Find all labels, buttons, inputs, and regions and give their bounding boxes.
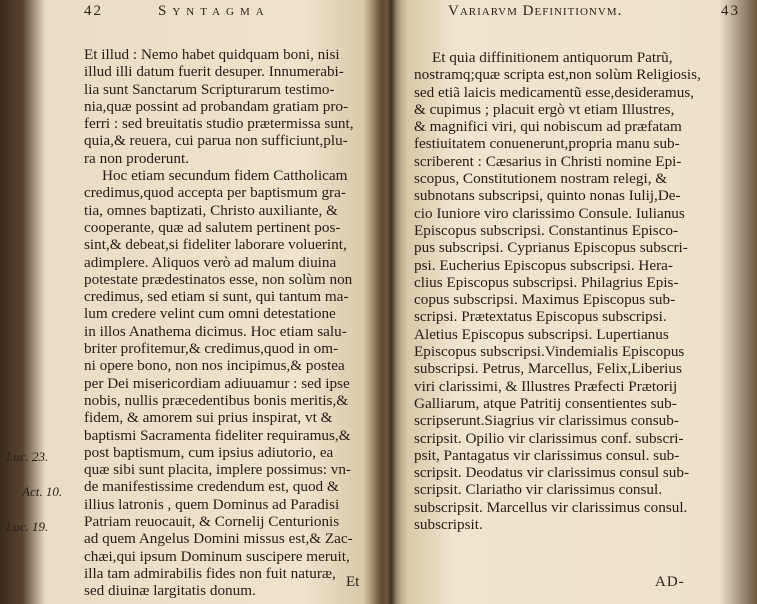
text-line: scopus, Constitutionem nostram relegi, &: [414, 170, 668, 188]
right-folio: 43: [721, 3, 740, 19]
right-text-block: [414, 49, 740, 533]
text-line: illud illi datum fuerit desuper. Innumerabi-: [84, 63, 344, 81]
text-line: ni opere bono, non nos incipimus,& postea: [84, 357, 345, 375]
text-line: psit, Pantagatus vir clarissimus consul. sub-: [414, 446, 680, 464]
text-line: post baptismum, cum ipsius adiutorio, ea: [84, 443, 334, 461]
text-line: illius latronis , quem Dominus ad Paradisi: [84, 495, 340, 513]
text-line: scripsit. Deodatus vir clarissimus consul sub-: [414, 464, 690, 482]
text-line: cooperante, quæ ad salutem pertinent pos-: [84, 218, 341, 236]
text-line: & cupimus ; placuit ergò vt etiam Illustres,: [414, 100, 675, 118]
text-line: psi. Eucherius Episcopus subscripsi. Hera-: [414, 256, 673, 274]
text-line: viri clarissimi, & Illustres Præfecti Prætorij: [414, 377, 678, 395]
text-line: subscripsit.: [414, 516, 483, 534]
text-line: credimus, sed etiam si sunt, qui tantum ma-: [84, 288, 349, 306]
text-line: quæ sibi sunt placita, implere possimus: vn-: [84, 461, 352, 479]
text-line: illa tam admirabilis fides non fuit naturæ,: [84, 564, 336, 582]
text-line: lia sunt Sanctarum Scripturarum testimo-: [84, 80, 335, 98]
text-line: Aletius Episcopus subscripsi. Lupertianus: [414, 325, 669, 343]
text-line: scripsi. Prætextatus Episcopus subscripsi.: [414, 308, 667, 326]
right-page: [390, 0, 757, 604]
text-line: sed diuinæ largitatis donum.: [84, 582, 256, 600]
text-line: Episcopus subscripsi.Vindemialis Episcopus: [414, 343, 685, 361]
left-catchword: Et: [346, 574, 360, 590]
text-line: & magnifici viri, qui nobiscum ad præfatam: [414, 118, 682, 136]
right-running-title: Variarvm Definitionvm.: [448, 3, 623, 19]
text-line: nostramq;quæ scripta est,non solùm Religiosis,: [414, 66, 701, 84]
margin-note-luc-19: Luc. 19.: [6, 519, 49, 534]
text-line: scripsit. Clariatho vir clarissimus consul.: [414, 481, 663, 499]
text-line: quia,& reuera, cui parua non sufficiunt,plu-: [84, 132, 348, 150]
left-running-title: Syntagma: [158, 3, 270, 19]
margin-note-luc-23: Luc. 23.: [6, 449, 49, 464]
text-line: lum credere velint cum omni detestatione: [84, 305, 336, 323]
text-line: scripserunt.Siagrius vir clarissimus consub-: [414, 412, 679, 430]
text-line: subscripsit. Marcellus vir clarissimus consul.: [414, 498, 688, 516]
left-folio: 42: [84, 3, 103, 19]
text-line: nobis, nullis præcedentibus bonis meritis,&: [84, 391, 349, 409]
text-line: potestate prædestinatos esse, non solùm non: [84, 270, 353, 288]
text-line: ra non proderunt.: [84, 149, 190, 167]
text-line: Hoc etiam secundum fidem Cattholicam: [102, 167, 348, 185]
right-catchword: AD-: [655, 574, 685, 590]
text-line: Et illud : Nemo habet quidquam boni, nisi: [84, 46, 340, 63]
text-line: ferri : sed breuitatis studio prætermissa sunt,: [84, 115, 354, 133]
text-line: Et quia diffinitionem antiquorum Patrũ,: [432, 49, 673, 66]
text-line: clius Episcopus subscripsi. Philagrius Epis-: [414, 273, 679, 291]
text-line: pus subscripsi. Cyprianus Episcopus subscri-: [414, 239, 688, 257]
text-line: Patriam reuocauit, & Cornelij Centurionis: [84, 513, 340, 531]
text-line: festiuitatem conuenerunt,propria manu sub-: [414, 135, 680, 153]
text-line: tia, omnes baptizati, Christo auxiliante, &: [84, 201, 338, 219]
text-line: baptismi Sacramenta fideliter requiramus,&: [84, 426, 351, 444]
text-line: scriberent : Cæsarius in Christi nomine Epi-: [414, 152, 682, 170]
text-line: Galliarum, atque Patritij consentientes sub-: [414, 394, 677, 412]
text-line: subnotans subscripsi, quinto nonas Iulij,De-: [414, 187, 681, 205]
text-line: nia,quæ possint ad probandam gratiam pro-: [84, 97, 349, 115]
text-line: credimus,quod accepta per baptismum gra-: [84, 184, 346, 202]
text-line: cio Iuniore viro clarissimo Consule. Iulianus: [414, 204, 685, 222]
text-line: fidem, & amorem sui prius inspirat, vt &: [84, 409, 333, 427]
text-line: in illos Anathema dicimus. Hoc etiam salu-: [84, 322, 347, 340]
margin-note-act-10: Act. 10.: [22, 484, 63, 499]
text-line: per Dei misericordiam adiuuamur : sed ipse: [84, 374, 350, 392]
text-line: copus subscripsi. Maximus Episcopus sub-: [414, 291, 676, 309]
text-line: sed etiã laicis medicamentũ esse,desideramus,: [414, 83, 695, 101]
text-line: Episcopus subscripsi. Constantinus Episco-: [414, 221, 679, 239]
text-line: chæi,qui ipsum Dominum suscipere meruit,: [84, 547, 350, 565]
text-line: de manifestissime credendum est, quod &: [84, 478, 339, 496]
text-line: subscripsi. Petrus, Marcellus, Felix,Liberius: [414, 360, 682, 378]
text-line: ad quem Angelus Domini missus est,& Zac-: [84, 530, 353, 548]
text-line: sint,& debeat,si fideliter laborare voluerint,: [84, 236, 347, 254]
text-line: adimplere. Aliquos verò ad malum diuina: [84, 253, 337, 271]
text-line: scripsit. Opilio vir clarissimus conf. subscri-: [414, 429, 684, 447]
text-line: briter profitemur,& credimus,quod in om-: [84, 340, 339, 358]
left-text-block: [84, 46, 384, 600]
